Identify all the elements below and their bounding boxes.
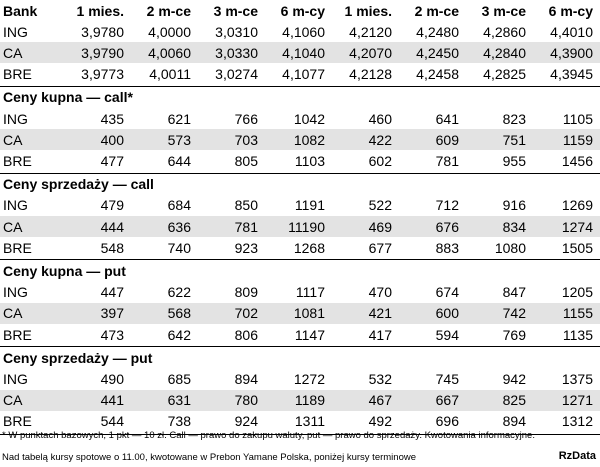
value-cell: 684 [167, 197, 191, 214]
section-title [0, 260, 600, 281]
value-cell: 621 [167, 110, 191, 127]
header-bank: Bank [3, 2, 38, 19]
header-col: 2 m-ce [146, 2, 191, 19]
value-cell: 4,0060 [148, 44, 191, 61]
value-cell: 781 [435, 152, 459, 169]
row-bank-label: CA [3, 44, 23, 61]
value-cell: 1191 [294, 197, 325, 214]
value-cell: 781 [234, 218, 258, 235]
value-cell: 850 [234, 197, 258, 214]
rate-row [0, 64, 600, 85]
value-cell: 4,1077 [282, 66, 325, 83]
value-cell: 4,2480 [416, 23, 459, 40]
value-cell: 467 [368, 392, 392, 409]
value-cell: 435 [100, 110, 124, 127]
value-cell: 1135 [562, 326, 593, 343]
section-title-text: Ceny kupna — put [3, 262, 126, 279]
value-cell: 3,0310 [215, 23, 258, 40]
value-cell: 703 [234, 131, 258, 148]
value-cell: 421 [368, 305, 392, 322]
section-title [0, 174, 600, 195]
value-cell: 1271 [561, 392, 593, 409]
row-bank-label: ING [3, 197, 28, 214]
value-cell: 477 [100, 152, 124, 169]
value-cell: 1159 [562, 131, 593, 148]
header-row [0, 0, 600, 21]
value-cell: 677 [368, 239, 392, 256]
value-cell: 769 [502, 326, 526, 343]
row-bank-label: CA [3, 131, 23, 148]
header-col: 1 mies. [344, 2, 392, 19]
value-cell: 622 [167, 284, 191, 301]
value-cell: 1505 [561, 239, 593, 256]
data-row [0, 216, 600, 237]
section-title [0, 87, 600, 108]
value-cell: 600 [435, 305, 459, 322]
value-cell: 1147 [294, 326, 325, 343]
value-cell: 11190 [288, 218, 325, 235]
row-bank-label: CA [3, 392, 23, 409]
value-cell: 1205 [561, 284, 593, 301]
value-cell: 573 [167, 131, 191, 148]
data-row [0, 368, 600, 389]
value-cell: 400 [100, 131, 124, 148]
value-cell: 642 [167, 326, 191, 343]
value-cell: 1269 [561, 197, 593, 214]
value-cell: 3,9773 [81, 66, 124, 83]
value-cell: 883 [435, 239, 459, 256]
header-col: 2 m-ce [414, 2, 459, 19]
row-bank-label: ING [3, 23, 28, 40]
value-cell: 766 [234, 110, 258, 127]
value-cell: 894 [234, 370, 258, 387]
row-bank-label: ING [3, 110, 28, 127]
value-cell: 470 [368, 284, 392, 301]
value-cell: 568 [167, 305, 191, 322]
value-cell: 631 [167, 392, 191, 409]
value-cell: 847 [502, 284, 526, 301]
value-cell: 460 [368, 110, 392, 127]
value-cell: 1155 [562, 305, 593, 322]
data-row [0, 411, 600, 432]
value-cell: 806 [234, 326, 258, 343]
value-cell: 823 [502, 110, 526, 127]
value-cell: 740 [167, 239, 191, 256]
value-cell: 1042 [293, 110, 325, 127]
value-cell: 4,3945 [550, 66, 593, 83]
value-cell: 1189 [294, 392, 325, 409]
value-cell: 4,2450 [416, 44, 459, 61]
value-cell: 1312 [561, 413, 593, 430]
value-cell: 4,0011 [149, 66, 191, 83]
value-cell: 923 [234, 239, 258, 256]
value-cell: 3,0330 [215, 44, 258, 61]
data-row [0, 108, 600, 129]
row-bank-label: BRE [3, 413, 32, 430]
value-cell: 3,0274 [215, 66, 258, 83]
value-cell: 1080 [494, 239, 526, 256]
row-bank-label: BRE [3, 326, 32, 343]
value-cell: 916 [502, 197, 526, 214]
value-cell: 1268 [293, 239, 325, 256]
value-cell: 641 [435, 110, 459, 127]
value-cell: 3,9790 [81, 44, 124, 61]
value-cell: 1105 [562, 110, 593, 127]
row-bank-label: BRE [3, 66, 32, 83]
source-label: RzData [558, 450, 596, 462]
value-cell: 3,9780 [81, 23, 124, 40]
value-cell: 1082 [293, 131, 325, 148]
header-col: 6 m-cy [280, 2, 325, 19]
value-cell: 780 [234, 392, 258, 409]
value-cell: 532 [368, 370, 392, 387]
value-cell: 924 [234, 413, 258, 430]
section-title-text: Ceny sprzedaży — call [3, 176, 154, 193]
value-cell: 548 [100, 239, 124, 256]
value-cell: 4,0000 [148, 23, 191, 40]
value-cell: 1272 [293, 370, 325, 387]
value-cell: 667 [435, 392, 459, 409]
rate-row [0, 21, 600, 42]
value-cell: 955 [502, 152, 526, 169]
value-cell: 894 [502, 413, 526, 430]
value-cell: 4,3900 [550, 44, 593, 61]
data-row [0, 150, 600, 171]
value-cell: 422 [368, 131, 392, 148]
value-cell: 473 [100, 326, 124, 343]
row-bank-label: BRE [3, 152, 32, 169]
value-cell: 644 [167, 152, 191, 169]
value-cell: 1375 [561, 370, 593, 387]
value-cell: 4,2840 [483, 44, 526, 61]
value-cell: 702 [234, 305, 258, 322]
value-cell: 522 [368, 197, 392, 214]
value-cell: 4,2070 [349, 44, 392, 61]
row-bank-label: CA [3, 305, 23, 322]
value-cell: 492 [368, 413, 392, 430]
row-bank-label: CA [3, 218, 23, 235]
footnote-definitions: * W punktach bazowych, 1 pkt — 10 zł. Call — prawo do zakupu waluty, put — prawo do sprzedaży. Kwotowania informacyjne. [2, 430, 535, 441]
value-cell: 636 [167, 218, 191, 235]
value-cell: 4,1040 [282, 44, 325, 61]
data-row [0, 282, 600, 303]
header-col: 6 m-cy [548, 2, 593, 19]
value-cell: 602 [368, 152, 392, 169]
section-title [0, 347, 600, 368]
value-cell: 441 [100, 392, 124, 409]
value-cell: 4,2825 [483, 66, 526, 83]
value-cell: 1103 [294, 152, 325, 169]
value-cell: 805 [234, 152, 258, 169]
value-cell: 4,2860 [483, 23, 526, 40]
value-cell: 942 [502, 370, 526, 387]
value-cell: 4,1060 [282, 23, 325, 40]
data-row [0, 324, 600, 345]
data-row [0, 129, 600, 150]
value-cell: 676 [435, 218, 459, 235]
value-cell: 712 [435, 197, 459, 214]
value-cell: 1456 [561, 152, 593, 169]
value-cell: 745 [435, 370, 459, 387]
row-bank-label: ING [3, 370, 28, 387]
value-cell: 4,2120 [349, 23, 392, 40]
value-cell: 444 [100, 218, 124, 235]
value-cell: 417 [368, 326, 392, 343]
value-cell: 834 [502, 218, 526, 235]
header-col: 3 m-ce [213, 2, 258, 19]
header-col: 3 m-ce [481, 2, 526, 19]
data-row [0, 195, 600, 216]
row-bank-label: ING [3, 284, 28, 301]
value-cell: 674 [435, 284, 459, 301]
value-cell: 469 [368, 218, 392, 235]
value-cell: 825 [502, 392, 526, 409]
value-cell: 4,2458 [416, 66, 459, 83]
footnote-source-note: Nad tabelą kursy spotowe o 11.00, kwotowane w Prebon Yamane Polska, poniżej kursy terminowe [2, 452, 417, 463]
data-row [0, 303, 600, 324]
section-title-text: Ceny sprzedaży — put [3, 349, 153, 366]
data-row [0, 390, 600, 411]
value-cell: 1311 [294, 413, 325, 430]
row-bank-label: BRE [3, 239, 32, 256]
value-cell: 4,2128 [349, 66, 392, 83]
value-cell: 594 [435, 326, 459, 343]
value-cell: 4,4010 [550, 23, 593, 40]
value-cell: 447 [100, 284, 124, 301]
value-cell: 544 [100, 413, 124, 430]
value-cell: 397 [100, 305, 124, 322]
value-cell: 685 [167, 370, 191, 387]
value-cell: 751 [502, 131, 526, 148]
rate-row [0, 42, 600, 63]
value-cell: 1081 [293, 305, 325, 322]
value-cell: 809 [234, 284, 258, 301]
value-cell: 609 [435, 131, 459, 148]
header-col: 1 mies. [76, 2, 124, 19]
value-cell: 479 [100, 197, 124, 214]
value-cell: 696 [435, 413, 459, 430]
section-title-text: Ceny kupna — call* [3, 89, 133, 106]
value-cell: 1117 [295, 284, 325, 301]
value-cell: 742 [502, 305, 526, 322]
value-cell: 1274 [561, 218, 593, 235]
data-row [0, 237, 600, 258]
value-cell: 738 [167, 413, 191, 430]
value-cell: 490 [100, 370, 124, 387]
